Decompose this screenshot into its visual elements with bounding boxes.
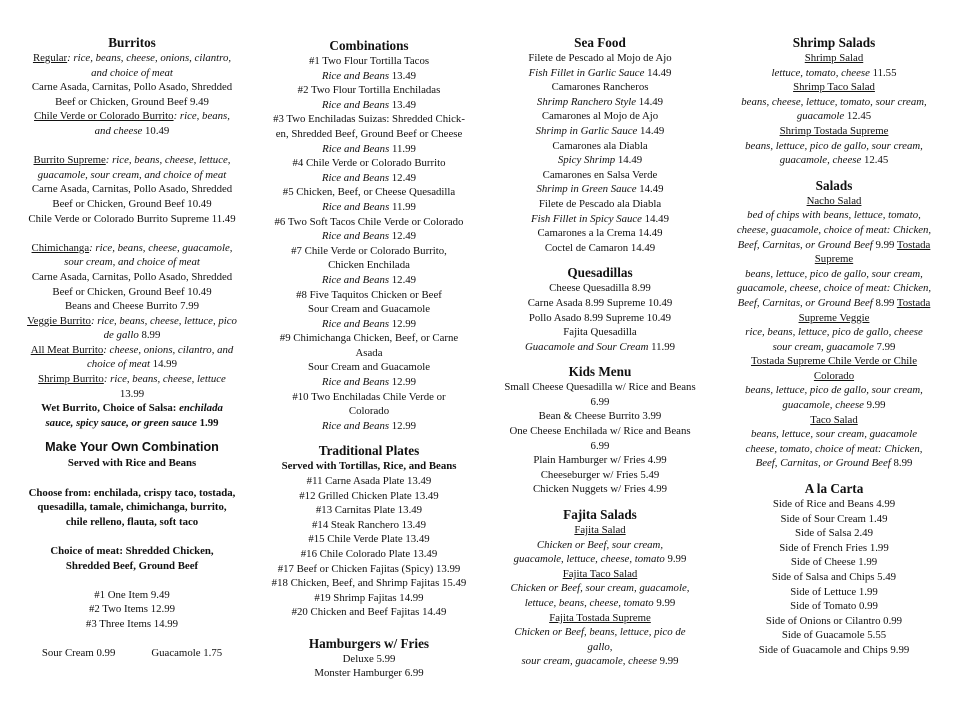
combo-item-2: #2 Two Items 12.99 <box>88 603 176 616</box>
regular-label: Regular <box>32 52 68 64</box>
choose-line-3: chile relleno, flauta, soft taco <box>65 515 199 528</box>
chimi-desc-2: sour cream, and choice of meat <box>64 256 200 269</box>
make-your-own-subtitle: Served with Rice and Beans <box>67 457 197 470</box>
combo-10-line-2: Colorado <box>348 405 390 418</box>
combo-9-line-2: Asada <box>355 346 383 359</box>
a-la-carta-heading: A la Carta <box>804 481 864 497</box>
nacho-salad-label: Nacho Salad <box>806 194 862 207</box>
shrimp-tostada-desc-2: guacamole, cheese 12.45 <box>779 154 889 167</box>
make-your-own-heading: Make Your Own Combination <box>45 440 219 455</box>
seafood-2-name: Camarones Rancheros <box>551 81 649 94</box>
seafood-heading: Sea Food <box>574 35 626 50</box>
combo-num: #9 <box>279 332 291 345</box>
veggie-label: Veggie Burrito <box>27 314 91 327</box>
combo-1: #1 Two Flour Tortilla Tacos <box>308 55 430 67</box>
column-2 <box>250 34 488 681</box>
veggie-desc-2: de gallo <box>103 329 139 342</box>
veggie-desc: : rice, beans, cheese, lettuce, pico <box>90 314 237 327</box>
tostada-chile-desc-2: guacamole, cheese 9.99 <box>782 399 886 412</box>
column-4 <box>712 34 956 658</box>
extras-row <box>6 646 258 661</box>
combo-8-side: Rice and Beans 12.99 <box>321 317 417 330</box>
seafood-6-name: Filete de Pescado ala Diabla <box>538 197 662 210</box>
hamburger-monster: Monster Hamburger 6.99 <box>314 667 424 680</box>
fajita-taco-desc-2: lettuce, beans, cheese, tomato 9.99 <box>524 597 676 609</box>
quesadilla-1: Cheese Quesadilla 8.99 <box>549 282 651 295</box>
quesadilla-4: Fajita Quesadilla <box>563 326 637 339</box>
plate-19: #19 Shrimp Fajitas 14.99 <box>314 591 424 604</box>
wet-price: 1.99 <box>196 416 219 429</box>
combo-6-side: Rice and Beans 12.49 <box>321 230 417 243</box>
combo-3: #3 Two Enchiladas Suizas: Shredded Chick- <box>273 113 465 126</box>
nacho-desc-2: cheese, guacamole, choice of meat: Chicken, <box>736 223 932 236</box>
side-item-8: Side of Tomato 0.99 <box>790 600 878 613</box>
chile-desc-2: and cheese <box>94 124 143 137</box>
side-item-11: Side of Guacamole and Chips 9.99 <box>758 643 910 656</box>
supreme-meats: Carne Asada, Carnitas, Pollo Asado, Shredded <box>31 183 233 196</box>
allmeat-price: 14.99 <box>149 358 177 371</box>
traditional-subtitle: Served with Tortillas, Rice, and Beans <box>281 460 457 473</box>
quesadilla-3: Pollo Asado 8.99 Supreme 10.49 <box>528 311 672 324</box>
chile-burrito <box>6 109 258 124</box>
taco-salad-desc-1: beans, lettuce, sour cream, guacamole <box>750 428 917 441</box>
taco-salad-desc-3: Beef, Carnitas, or Ground Beef 8.99 <box>755 457 913 470</box>
shrimp-taco-label: Shrimp Taco Salad <box>793 81 875 94</box>
chile-price: 10.49 <box>142 124 170 137</box>
seafood-1-name: Filete de Pescado al Mojo de Ajo <box>528 52 672 64</box>
allmeat-label: All Meat Burrito <box>30 343 104 356</box>
chimichanga <box>6 241 258 256</box>
combo-item-3: #3 Three Items 14.99 <box>85 617 179 630</box>
combo-4: #4 Chile Verde or Colorado Burrito <box>292 157 446 170</box>
tostada-supreme-label: Supreme <box>814 253 854 266</box>
combo-7-line-2: Chicken Enchilada <box>328 259 410 272</box>
taco-salad-desc-2: cheese, tomato, choice of meat: Chicken, <box>745 442 923 455</box>
combo-num: #3 <box>273 113 284 126</box>
seafood-2-desc: Shrimp Ranchero Style 14.49 <box>536 95 664 108</box>
fajita-taco-label: Fajita Taco Salad <box>562 567 638 580</box>
plate-13: #13 Carnitas Plate 13.49 <box>315 504 423 517</box>
plate-12: #12 Grilled Chicken Plate 13.49 <box>299 489 439 502</box>
quesadillas-heading: Quesadillas <box>567 265 633 281</box>
fajita-salad-desc: Chicken or Beef, sour cream, <box>536 538 664 551</box>
combinations-heading: Combinations <box>329 38 409 53</box>
side-item-10: Side of Guacamole 5.55 <box>781 629 887 642</box>
regular-meats-2: Beef or Chicken, Ground Beef 9.49 <box>55 95 209 108</box>
combo-num: #6 <box>274 215 286 228</box>
tostada-desc-3: Beef, Carnitas, or Ground Beef 8.99 Tostada <box>737 296 931 309</box>
salads-heading: Salads <box>815 177 853 193</box>
shrimp-desc: : rice, beans, cheese, lettuce <box>103 373 226 386</box>
chimi-label: Chimichanga <box>31 241 90 254</box>
seafood-4-name: Camarones ala Diabla <box>552 139 648 152</box>
combo-6: #6 Two Soft Tacos Chile Verde or Colorado <box>274 215 464 228</box>
wet-burrito <box>6 401 258 416</box>
hamburger-deluxe: Deluxe 5.99 <box>342 652 396 665</box>
plate-15: #15 Chile Verde Plate 13.49 <box>308 533 430 546</box>
kids-menu-heading: Kids Menu <box>568 364 632 380</box>
shrimp-salad-label: Shrimp Salad <box>804 52 864 64</box>
kids-item-3-price: 6.99 <box>590 439 610 452</box>
chile-desc: : rice, beans, <box>173 110 230 123</box>
quesadilla-2: Carne Asada 8.99 Supreme 10.49 <box>527 296 673 309</box>
plate-18: #18 Chicken, Beef, and Shrimp Fajitas 15.49 <box>271 577 467 590</box>
side-item-1: Side of Rice and Beans 4.99 <box>772 498 896 511</box>
side-item-3: Side of Salsa 2.49 <box>795 527 873 540</box>
nacho-desc-1: bed of chips with beans, lettuce, tomato, <box>747 209 921 222</box>
side-item-5: Side of Cheese 1.99 <box>790 556 878 569</box>
all-meat-burrito <box>6 343 258 358</box>
tostada-desc-2: guacamole, cheese, choice of meat: Chicken, <box>736 282 932 295</box>
column-3 <box>484 34 716 669</box>
combo-10-side: Rice and Beans 12.99 <box>321 419 417 432</box>
choose-line-1: Choose from: enchilada, crispy taco, tostada, <box>28 486 236 499</box>
fajita-tostada-label: Fajita Tostada Supreme <box>549 611 651 624</box>
seafood-8: Coctel de Camaron 14.49 <box>544 241 656 254</box>
taco-salad-label: Taco Salad <box>810 413 858 426</box>
shrimp-label: Shrimp Burrito <box>38 373 104 386</box>
combo-8: #8 Five Taquitos Chicken or Beef <box>296 288 442 301</box>
combo-9: #9 Chimichanga Chicken, Beef, or Carne <box>279 332 459 345</box>
shrimp-salads-heading: Shrimp Salads <box>792 35 876 50</box>
wet-desc: enchilada <box>179 402 223 415</box>
combo-1-side: Rice and Beans 13.49 <box>321 69 417 82</box>
chimi-meats: Carne Asada, Carnitas, Pollo Asado, Shredded <box>31 270 233 283</box>
seafood-7: Camarones a la Crema 14.49 <box>537 227 663 240</box>
traditional-plates-heading: Traditional Plates <box>318 443 420 459</box>
choose-line-2: quesadilla, tamale, chimichanga, burrito, <box>37 501 227 514</box>
combo-5-side: Rice and Beans 11.99 <box>322 200 416 213</box>
fajita-taco-desc: Chicken or Beef, sour cream, guacamole, <box>510 582 690 595</box>
fajita-tostada-desc: Chicken or Beef, beans, lettuce, pico de <box>514 626 686 639</box>
regular-meats: Carne Asada, Carnitas, Pollo Asado, Shredded <box>31 81 233 94</box>
veggie-price: 8.99 <box>138 329 161 342</box>
combo-8-line-2: Sour Cream and Guacamole <box>307 303 431 316</box>
combo-num: #8 <box>296 288 307 301</box>
combo-num: #4 <box>292 157 304 170</box>
plate-11: #11 Carne Asada Plate 13.49 <box>306 475 432 488</box>
veggie-desc-2: sour cream, guacamole 7.99 <box>772 340 896 353</box>
veggie-desc-line-2 <box>6 328 258 343</box>
quesadilla-guac: Guacamole and Sour Cream 11.99 <box>524 340 676 353</box>
combo-9-side: Rice and Beans 12.99 <box>321 376 417 389</box>
side-item-7: Side of Lettuce 1.99 <box>790 585 878 598</box>
sour-cream-extra: Sour Cream 0.99 <box>41 647 116 660</box>
seafood-6-desc: Fish Fillet in Spicy Sauce 14.49 <box>531 212 669 225</box>
side-item-2: Side of Sour Cream 1.49 <box>780 512 888 525</box>
regular-desc: : rice, beans, cheese, onions, cilantro, <box>67 52 232 64</box>
fajita-salad-label: Fajita Salad <box>574 524 626 537</box>
seafood-5-name: Camarones en Salsa Verde <box>542 168 658 181</box>
allmeat-desc: : cheese, onions, cilantro, and <box>103 343 234 356</box>
wet-desc-2: sauce, spicy sauce, or green sauce <box>45 416 197 429</box>
shrimp-tostada-label: Shrimp Tostada Supreme <box>779 124 889 137</box>
shrimp-taco-desc-2: guacamole 12.45 <box>796 110 872 123</box>
seafood-3-desc: Shrimp in Garlic Sauce 14.49 <box>535 124 665 137</box>
meat-choice-2: Shredded Beef, Ground Beef <box>65 559 199 572</box>
nacho-desc-3: Beef, Carnitas, or Ground Beef 9.99 Tostada <box>737 238 931 251</box>
shrimp-burrito <box>6 372 258 387</box>
combo-num: #2 <box>297 84 309 97</box>
allmeat-desc-line-2 <box>6 357 258 372</box>
seafood-5-desc: Shrimp in Green Sauce 14.49 <box>536 183 664 196</box>
fajita-tostada-desc-2: gallo, <box>587 640 613 653</box>
kids-item-2: Bean & Cheese Burrito 3.99 <box>538 410 662 423</box>
combo-5: #5 Chicken, Beef, or Cheese Quesadilla <box>282 186 456 199</box>
side-item-9: Side of Onions or Cilantro 0.99 <box>765 614 903 627</box>
kids-item-5: Cheeseburger w/ Fries 5.49 <box>540 468 660 481</box>
chimi-desc: : rice, beans, cheese, guacamole, <box>89 241 233 254</box>
meat-choice-1: Choice of meat: Shredded Chicken, <box>50 545 214 557</box>
chile-desc-line-2 <box>6 124 258 139</box>
tostada-chile-desc: beans, lettuce, pico de gallo, sour cream, <box>745 384 923 397</box>
combo-10: #10 Two Enchiladas Chile Verde or <box>292 390 446 403</box>
combo-7-side: Rice and Beans 12.49 <box>321 273 417 286</box>
supreme-desc-2: guacamole, sour cream, and choice of meat <box>37 168 227 181</box>
plate-16: #16 Chile Colorado Plate 13.49 <box>300 548 438 560</box>
combo-2: #2 Two Flour Tortilla Enchiladas <box>297 84 441 97</box>
chimi-meats-2: Beef or Chicken, Ground Beef 10.49 <box>52 285 212 298</box>
supreme-desc: : rice, beans, cheese, lettuce, <box>105 154 231 167</box>
supreme-burrito <box>6 153 258 168</box>
regular-desc-2: and choice of meat <box>91 66 173 79</box>
combo-num: #10 <box>292 390 309 403</box>
tostada-chile-label: Tostada Supreme Chile Verde or Chile <box>750 355 918 368</box>
wet-label: Wet Burrito, Choice of Salsa: <box>41 402 180 415</box>
supreme-meats-2: Beef or Chicken, Ground Beef 10.49 <box>52 197 212 210</box>
combo-4-side: Rice and Beans 12.49 <box>321 171 417 184</box>
regular-burrito <box>6 51 258 66</box>
allmeat-desc-2: choice of meat <box>87 358 150 371</box>
side-item-4: Side of French Fries 1.99 <box>779 541 889 554</box>
tostada-chile-label-2: Colorado <box>813 369 855 382</box>
plate-20: #20 Chicken and Beef Fajitas 14.49 <box>291 606 447 619</box>
combo-3-side: Rice and Beans 11.99 <box>322 142 416 155</box>
veggie-burrito <box>6 314 258 329</box>
tostada-desc-1: beans, lettuce, pico de gallo, sour cream, <box>745 267 923 280</box>
guacamole-extra: Guacamole 1.75 <box>151 647 223 660</box>
chile-label: Chile Verde or Colorado Burrito <box>34 110 174 123</box>
plate-14: #14 Steak Ranchero 13.49 <box>312 518 426 531</box>
combo-item-1: #1 One Item 9.49 <box>94 588 170 601</box>
combo-3-line-2: en, Shredded Beef, Ground Beef or Cheese <box>275 127 463 140</box>
shrimp-price: 13.99 <box>119 387 145 400</box>
kids-item-3: One Cheese Enchilada w/ Rice and Beans <box>509 425 691 438</box>
combo-num: #5 <box>282 186 294 199</box>
fajita-salads-heading: Fajita Salads <box>563 507 637 523</box>
shrimp-salad-desc: lettuce, tomato, cheese 11.55 <box>771 66 897 79</box>
wet-burrito-2 <box>6 416 258 431</box>
shrimp-tostada-desc: beans, lettuce, pico de gallo, sour cream, <box>745 139 923 152</box>
veggie-desc-1: rice, beans, lettuce, pico de gallo, cheese <box>745 326 923 339</box>
kids-item-1-price: 6.99 <box>590 395 610 408</box>
seafood-3-name: Camarones al Mojo de Ajo <box>541 110 659 123</box>
plate-17: #17 Beef or Chicken Fajitas (Spicy) 13.99 <box>277 562 461 575</box>
bean-cheese-burrito: Beans and Cheese Burrito 7.99 <box>64 300 200 313</box>
column-1 <box>6 34 258 661</box>
combo-num: #1 <box>308 55 320 67</box>
kids-item-6: Chicken Nuggets w/ Fries 4.99 <box>532 483 668 496</box>
side-item-6: Side of Salsa and Chips 5.49 <box>771 571 897 583</box>
burritos-heading: Burritos <box>108 35 156 50</box>
combo-7: #7 Chile Verde or Colorado Burrito, <box>291 244 447 257</box>
hamburgers-heading: Hamburgers w/ Fries <box>308 635 430 651</box>
shrimp-taco-desc: beans, cheese, lettuce, tomato, sour cream, <box>741 95 927 108</box>
kids-item-1: Small Cheese Quesadilla w/ Rice and Beans <box>504 381 696 394</box>
fajita-salad-desc-2: guacamole, lettuce, cheese, tomato 9.99 <box>513 553 687 566</box>
combo-num: #7 <box>291 244 302 257</box>
supreme-chile: Chile Verde or Colorado Burrito Supreme 11.49 <box>28 212 236 225</box>
seafood-1-desc: Fish Fillet in Garlic Sauce 14.49 <box>528 66 672 79</box>
combo-9-line-3: Sour Cream and Guacamole <box>307 361 431 374</box>
seafood-4-desc: Spicy Shrimp 14.49 <box>557 154 643 167</box>
combo-2-side: Rice and Beans 13.49 <box>321 98 417 111</box>
fajita-tostada-desc-3: sour cream, guacamole, cheese 9.99 <box>521 655 679 668</box>
tostada-veggie-label: Supreme Veggie <box>798 311 870 324</box>
supreme-label: Burrito Supreme <box>33 154 106 167</box>
kids-item-4: Plain Hamburger w/ Fries 4.99 <box>533 454 667 467</box>
